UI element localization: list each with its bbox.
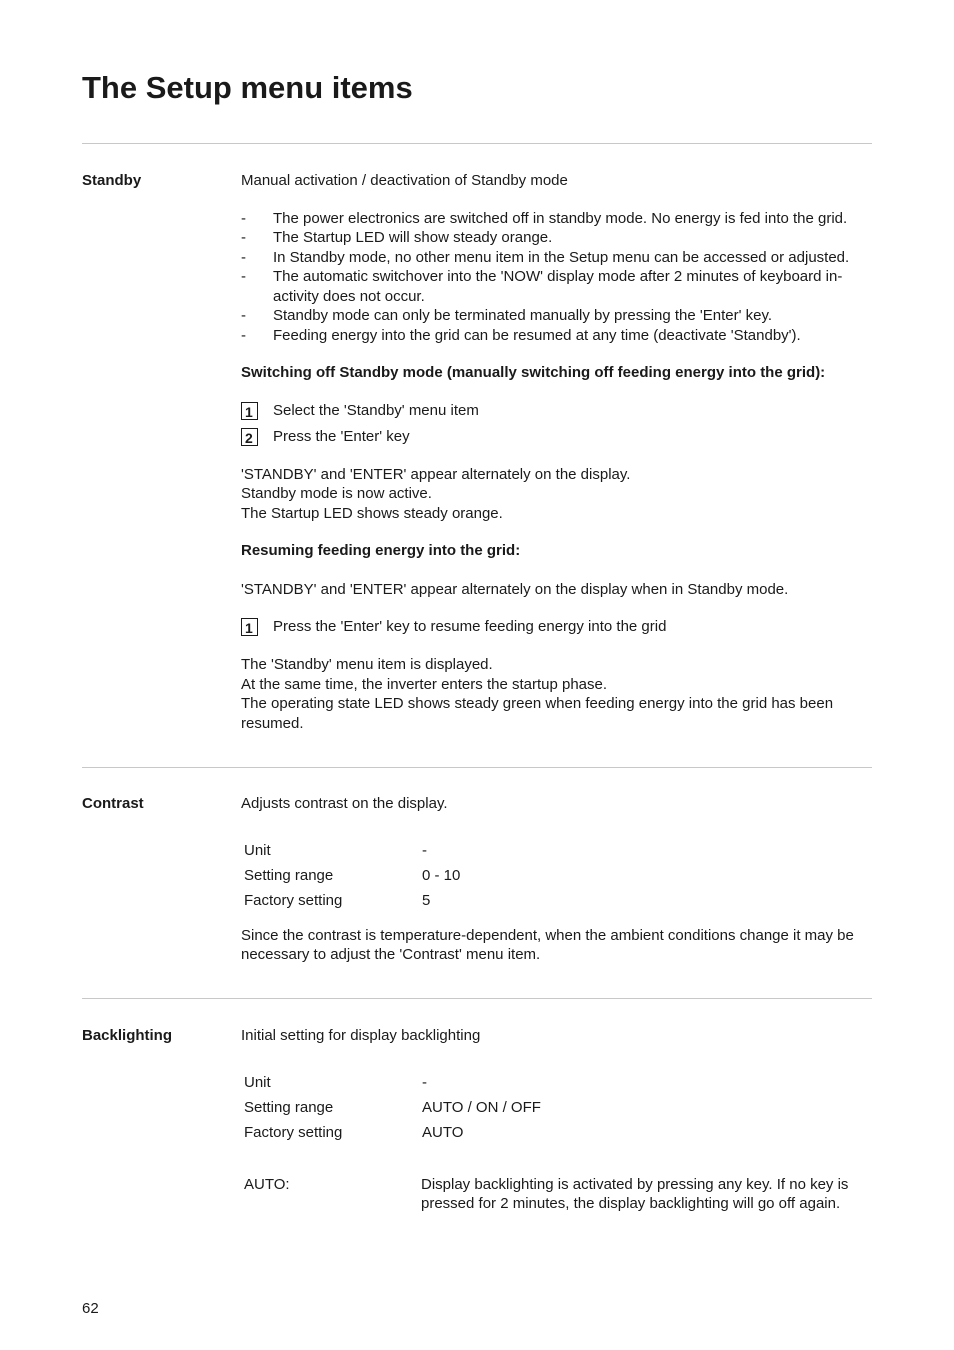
section-divider bbox=[82, 767, 872, 768]
contrast-settings-table bbox=[241, 841, 460, 916]
backlighting-intro: Initial setting for display backlighting bbox=[241, 1027, 481, 1044]
setting-value: - bbox=[422, 1073, 427, 1091]
setting-value: 0 - 10 bbox=[422, 866, 461, 884]
switch-off-result bbox=[241, 465, 873, 524]
step-text: Press the 'Enter' key to resume feeding energy into the grid bbox=[273, 618, 667, 635]
setting-key: Unit bbox=[244, 1073, 271, 1091]
setting-value: 5 bbox=[422, 891, 431, 909]
step-number: 2 bbox=[241, 428, 258, 446]
setting-key: Setting range bbox=[244, 866, 334, 884]
result-line: Standby mode is now active. bbox=[241, 485, 432, 502]
table-row bbox=[241, 891, 460, 916]
section-label-backlighting: Backlighting bbox=[82, 1027, 173, 1044]
step-text: Press the 'Enter' key bbox=[273, 427, 410, 445]
switch-off-heading: Switching off Standby mode (manually switching off feeding energy into the grid): bbox=[241, 364, 826, 381]
list-item: - Standby mode can only be terminated manually by pressing the 'Enter' key. bbox=[241, 307, 773, 324]
list-item: - The Startup LED will show steady orange. bbox=[241, 229, 553, 246]
section-label-contrast: Contrast bbox=[82, 795, 144, 812]
list-item: - Feeding energy into the grid can be resumed at any time (deactivate 'Standby'). bbox=[241, 326, 801, 344]
section-label-standby: Standby bbox=[82, 172, 142, 189]
table-row bbox=[241, 1098, 541, 1123]
step-item bbox=[241, 427, 873, 453]
setting-key: Unit bbox=[244, 841, 271, 859]
setting-value: AUTO bbox=[422, 1123, 464, 1141]
result-line: At the same time, the inverter enters the startup phase. bbox=[241, 675, 608, 693]
step-number: 1 bbox=[241, 402, 258, 420]
setting-value: - bbox=[422, 841, 427, 859]
setting-value: AUTO / ON / OFF bbox=[422, 1098, 541, 1116]
switch-off-steps bbox=[241, 401, 873, 453]
list-item: - The power electronics are switched off in standby mode. No energy is fed into the grid. bbox=[241, 209, 848, 227]
auto-text: Display backlighting is activated by pressing any key. If no key is pressed for 2 minutes, the display backlighting will go off again. bbox=[421, 1175, 849, 1212]
result-line: The 'Standby' menu item is displayed. bbox=[241, 656, 493, 673]
setting-key: Factory setting bbox=[244, 1123, 343, 1141]
section-divider bbox=[82, 143, 872, 144]
resume-steps bbox=[241, 617, 873, 643]
result-line: The operating state LED shows steady green when feeding energy into the grid has been resumed. bbox=[241, 695, 834, 732]
result-line: The Startup LED shows steady orange. bbox=[241, 504, 503, 522]
auto-label: AUTO: bbox=[244, 1175, 290, 1193]
step-item bbox=[241, 401, 873, 427]
section-divider bbox=[82, 998, 872, 999]
list-item: - In Standby mode, no other menu item in the Setup menu can be accessed or adjusted. bbox=[241, 248, 850, 266]
table-row bbox=[241, 866, 460, 891]
list-item: - The automatic switchover into the 'NOW' display mode after 2 minutes of keyboard in-activity does not occur. bbox=[241, 268, 843, 305]
page-number: 62 bbox=[82, 1300, 99, 1317]
setting-key: Factory setting bbox=[244, 891, 343, 909]
contrast-intro: Adjusts contrast on the display. bbox=[241, 795, 448, 812]
step-text: Select the 'Standby' menu item bbox=[273, 401, 479, 419]
backlighting-section bbox=[241, 1026, 873, 1214]
table-row bbox=[241, 1123, 541, 1148]
step-item bbox=[241, 617, 873, 643]
standby-intro: Manual activation / deactivation of Standby mode bbox=[241, 172, 568, 189]
table-row bbox=[241, 1073, 541, 1098]
contrast-section bbox=[241, 794, 873, 965]
table-row bbox=[241, 841, 460, 866]
contrast-note: Since the contrast is temperature-dependent, when the ambient conditions change it may be necessary to adjust the 'Contrast' menu item. bbox=[241, 926, 854, 963]
result-line: 'STANDBY' and 'ENTER' appear alternately on the display. bbox=[241, 465, 631, 483]
resume-heading: Resuming feeding energy into the grid: bbox=[241, 542, 521, 559]
setting-key: Setting range bbox=[244, 1098, 334, 1116]
resume-result bbox=[241, 655, 873, 733]
backlighting-settings-table bbox=[241, 1073, 541, 1148]
resume-intro: 'STANDBY' and 'ENTER' appear alternately on the display when in Standby mode. bbox=[241, 580, 789, 598]
step-number: 1 bbox=[241, 618, 258, 636]
standby-bullet-list bbox=[241, 209, 873, 346]
auto-description bbox=[241, 1175, 873, 1214]
page-title: The Setup menu items bbox=[82, 70, 413, 105]
standby-section bbox=[241, 171, 873, 733]
